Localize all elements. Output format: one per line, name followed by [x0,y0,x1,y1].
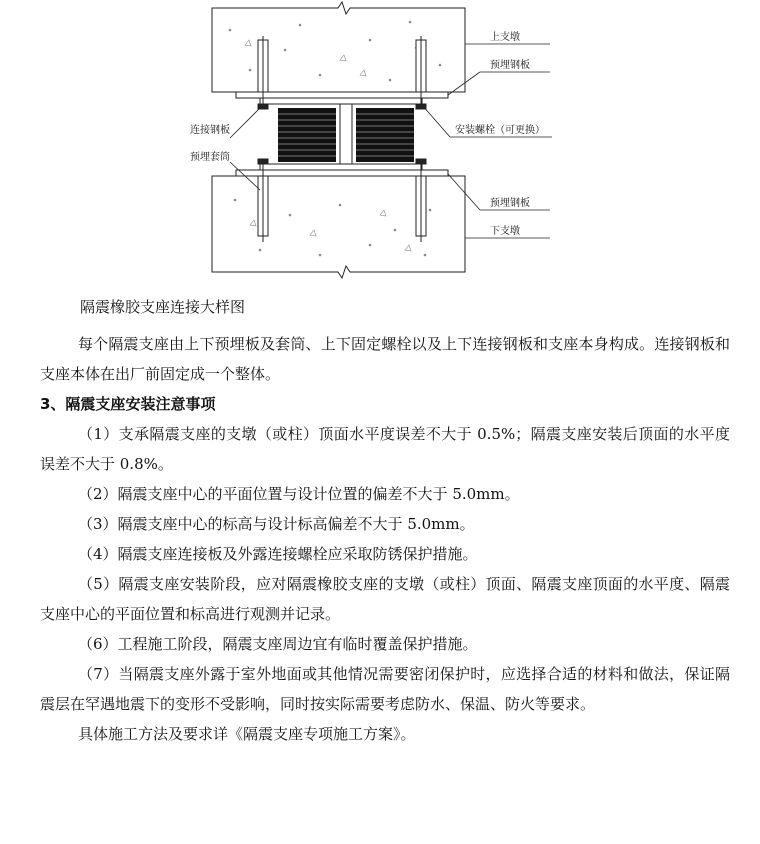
label-lower-pier: 下支墩 [490,226,520,237]
list-item: （7）当隔震支座外露于室外地面或其他情况需要密闭保护时，应选择合适的材料和做法，保证隔震层在罕遇地震下的变形不受影响，同时按实际需要考虑防水、保温、防火等要求。 [40,665,730,713]
label-connecting-plate: 连接钢板 [190,125,230,136]
rubber-bearing [278,104,414,164]
label-upper-pier: 上支墩 [490,32,520,43]
embedded-plate-bottom [236,170,448,176]
label-embedded-sleeve: 预埋套筒 [190,152,230,163]
connecting-plate-top [260,98,422,104]
upper-pier [212,2,465,92]
section-heading: 3、隔震支座安装注意事项 [40,395,216,413]
list-item: （6）工程施工阶段，隔震支座周边宜有临时覆盖保护措施。 [78,635,478,653]
figure-caption: 隔震橡胶支座连接大样图 [80,298,246,316]
list-item: （2）隔震支座中心的平面位置与设计位置的偏差不大于 5.0mm。 [78,485,520,503]
intro-paragraph: 每个隔震支座由上下预埋板及套筒、上下固定螺栓以及上下连接钢板和支座本身构成。连接钢板和支座本体在出厂前固定成一个整体。 [40,335,730,383]
embedded-plate-top [236,92,448,98]
lower-pier [212,176,465,278]
label-install-bolt: 安装螺栓（可更换） [455,125,545,136]
label-embedded-plate-bottom: 预埋钢板 [490,198,530,209]
connecting-plate-bottom [260,164,422,170]
bearing-connection-detail-figure [190,0,570,282]
list-item: （3）隔震支座中心的标高与设计标高偏差不大于 5.0mm。 [78,515,475,533]
list-item: （4）隔震支座连接板及外露连接螺栓应采取防锈保护措施。 [78,545,478,563]
bearing-drawing [190,0,570,282]
list-item: （5）隔震支座安装阶段，应对隔震橡胶支座的支墩（或柱）顶面、隔震支座顶面的水平度、隔震支座中心的平面位置和标高进行观测并记录。 [40,575,730,623]
closing-paragraph: 具体施工方法及要求详《隔震支座专项施工方案》。 [78,725,416,743]
label-embedded-plate-top: 预埋钢板 [490,60,530,71]
list-item: （1）支承隔震支座的支墩（或柱）顶面水平度误差不大于 0.5%；隔震支座安装后顶面的水平度误差不大于 0.8%。 [40,425,730,473]
document-body [40,329,730,749]
